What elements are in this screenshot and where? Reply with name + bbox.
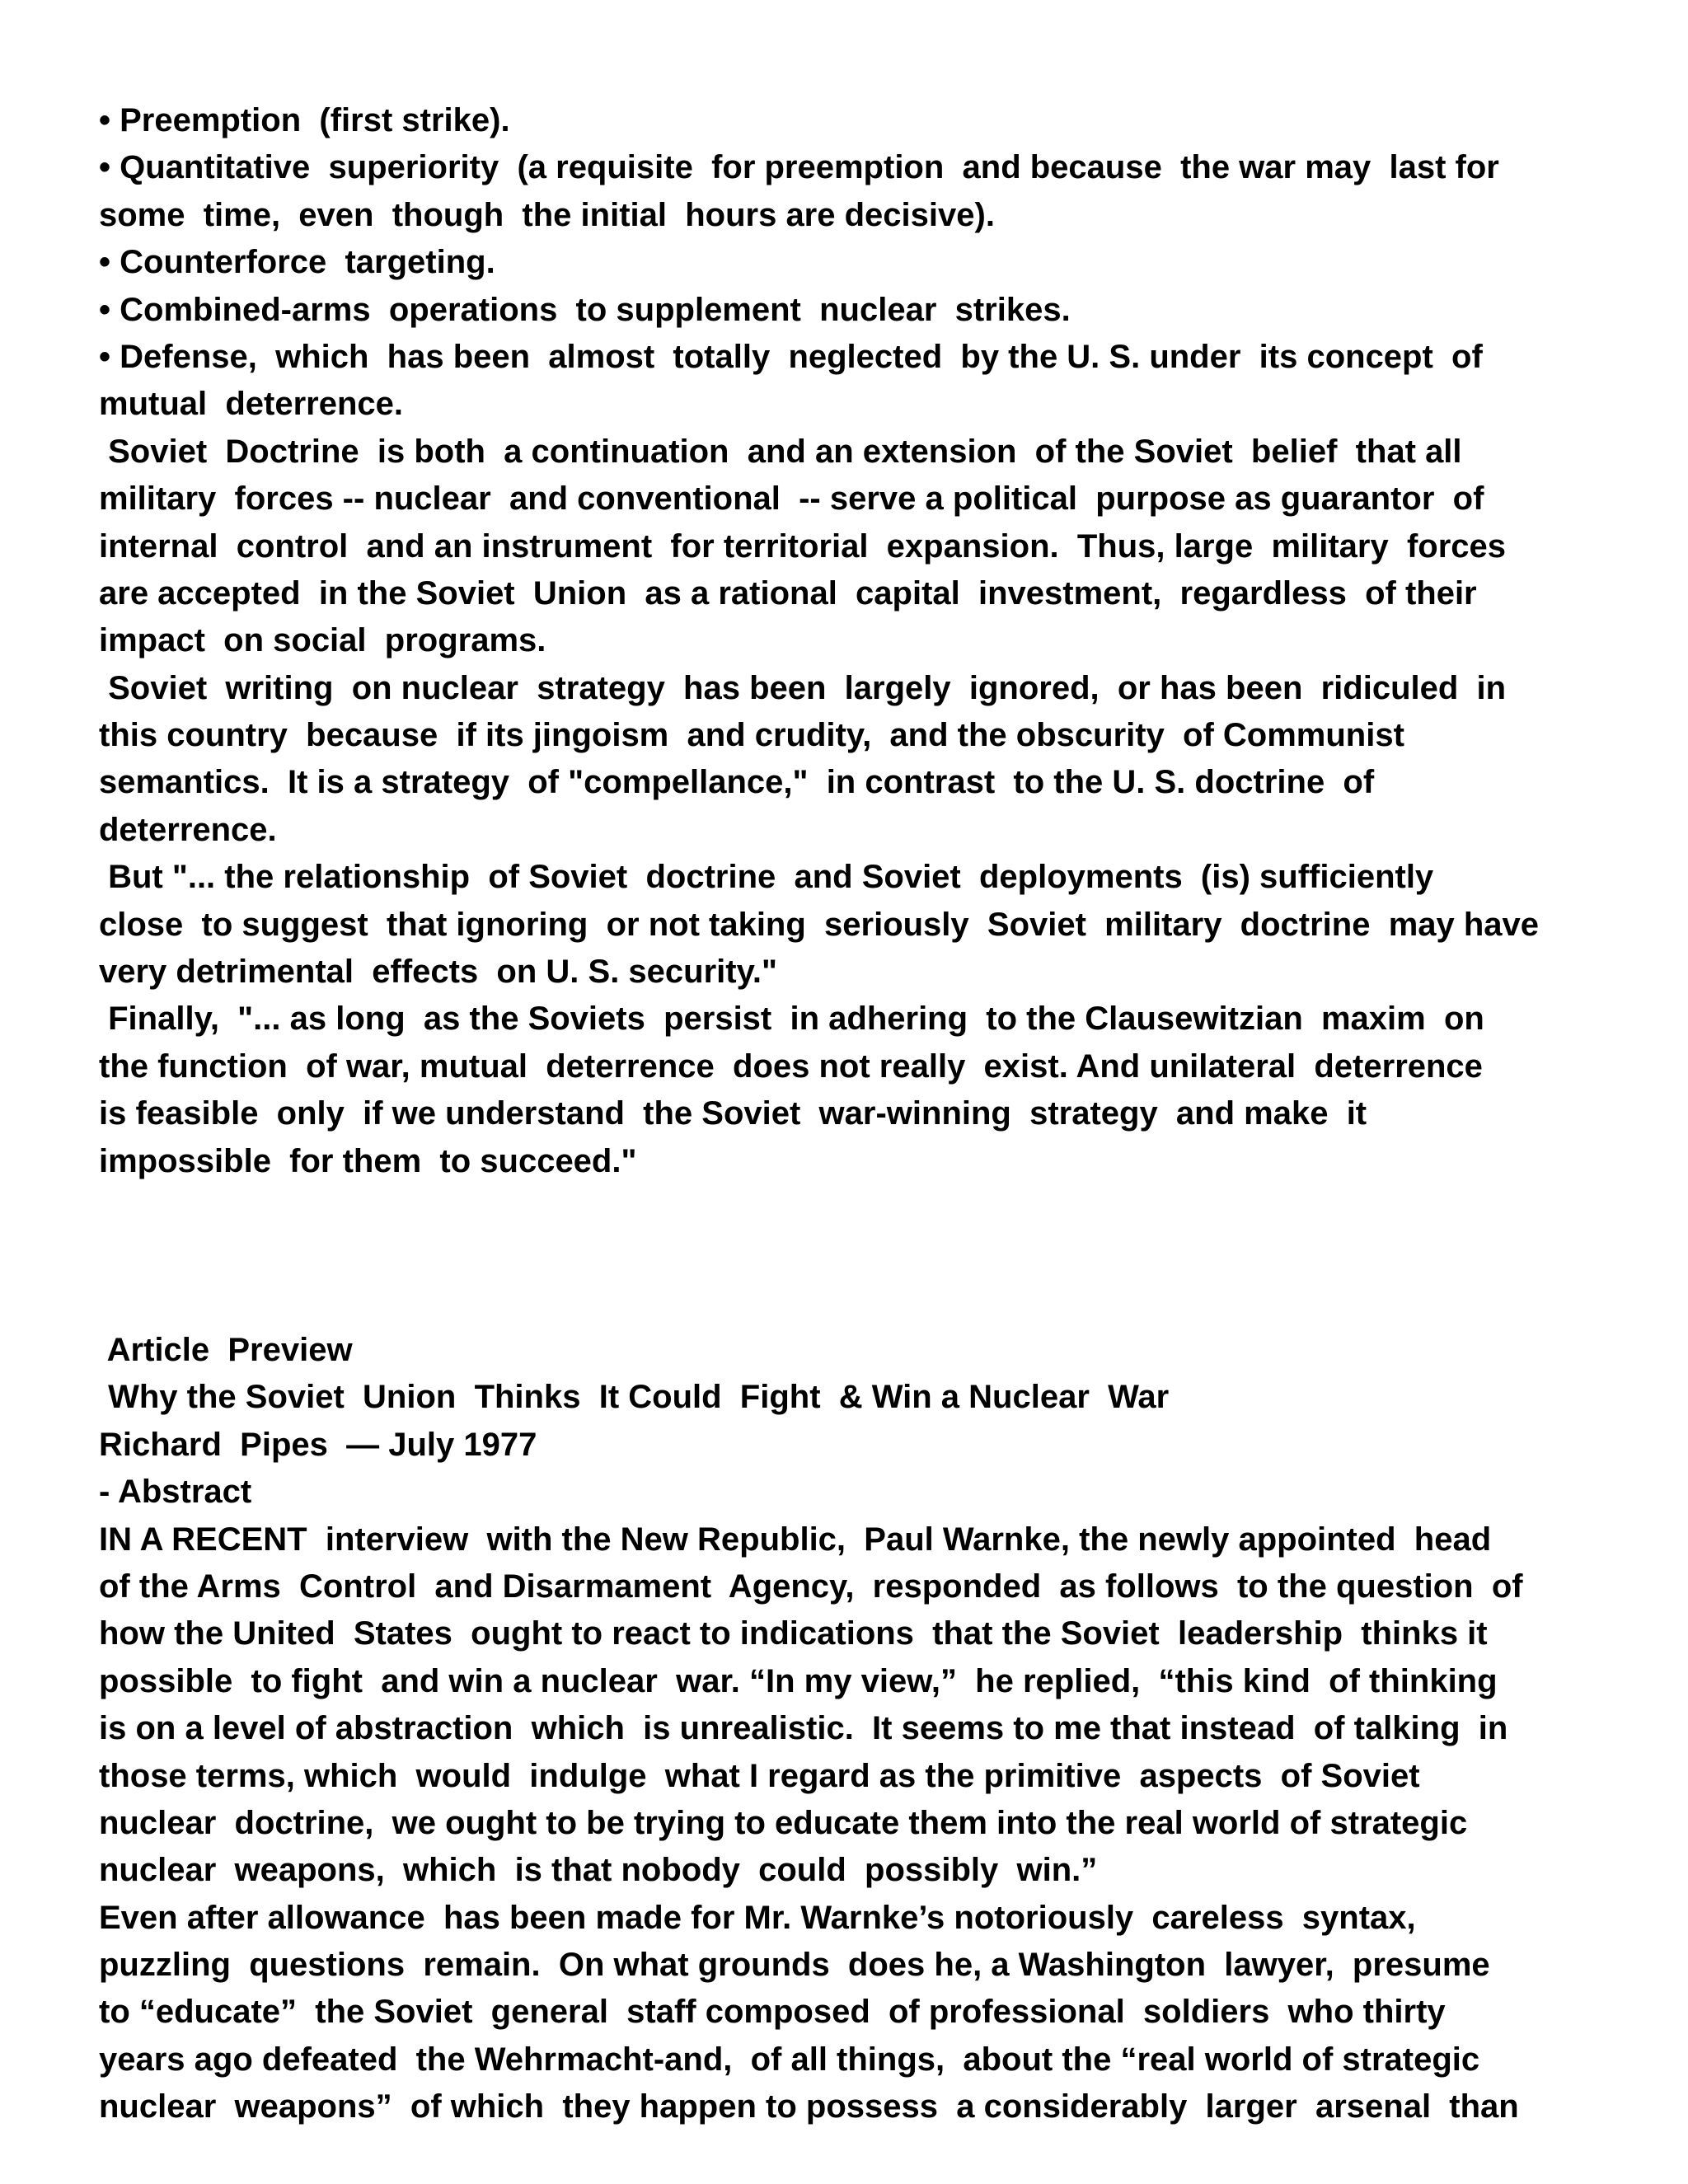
text-line: those terms, which would indulge what I regard as the primitive aspects of Soviet	[99, 1757, 1420, 1794]
text-line: are accepted in the Soviet Union as a rational capital investment, regardless of their	[99, 574, 1477, 612]
text-line: puzzling questions remain. On what grounds does he, a Washington lawyer, presume	[99, 1947, 1490, 1984]
text-line: internal control and an instrument for territorial expansion. Thus, large military forces	[99, 527, 1507, 565]
text-line: nuclear weapons” of which they happen to possess a considerably larger arsenal than	[99, 2088, 1519, 2125]
text-line: Soviet Doctrine is both a continuation and an extension of the Soviet belief that all	[99, 433, 1462, 470]
text-line: this country because if its jingoism and crudity, and the obscurity of Communist	[99, 717, 1404, 754]
article-byline: Richard Pipes — July 1977	[99, 1426, 537, 1463]
text-line: the function of war, mutual deterrence does not really exist. And unilateral deterrence	[99, 1047, 1483, 1085]
text-line: • Counterforce targeting.	[99, 244, 495, 281]
text-line: nuclear weapons, which is that nobody could possibly win.”	[99, 1852, 1098, 1889]
text-line: • Preemption (first strike).	[99, 102, 510, 138]
text-line: impact on social programs.	[99, 622, 546, 659]
text-line: of the Arms Control and Disarmament Agency, responded as follows to the question of	[99, 1568, 1523, 1605]
text-line: close to suggest that ignoring or not taking seriously Soviet military doctrine may have	[99, 906, 1540, 943]
article-preview-label: Article Preview	[99, 1331, 353, 1368]
abstract-label: - Abstract	[99, 1474, 252, 1511]
text-line: Even after allowance has been made for Mr. Warnke’s notoriously careless syntax,	[99, 1899, 1416, 1936]
text-line: some time, even though the initial hours are decisive).	[99, 196, 995, 233]
text-line: nuclear doctrine, we ought to be trying to educate them into the real world of strategic	[99, 1804, 1468, 1841]
text-line: Soviet writing on nuclear strategy has been largely ignored, or has been ridiculed in	[99, 669, 1507, 706]
text-line: how the United States ought to react to indications that the Soviet leadership thinks it	[99, 1615, 1488, 1652]
text-line: Finally, "... as long as the Soviets persist in adhering to the Clausewitzian maxim on	[99, 1001, 1484, 1038]
text-line: is on a level of abstraction which is unrealistic. It seems to me that instead of talking in	[99, 1710, 1508, 1747]
text-line: deterrence.	[99, 811, 277, 848]
text-line: possible to fight and win a nuclear war. “In my view,” he replied, “this kind of thinking	[99, 1662, 1498, 1699]
article-preview-section	[99, 1327, 1599, 2131]
text-line: • Combined-arms operations to supplement nuclear strikes.	[99, 291, 1071, 328]
text-line: mutual deterrence.	[99, 386, 404, 423]
text-line: impossible for them to succeed."	[99, 1142, 637, 1179]
article-title: Why the Soviet Union Thinks It Could Fight & Win a Nuclear War	[99, 1379, 1170, 1416]
section-spacer	[99, 1185, 1599, 1327]
text-line: • Defense, which has been almost totally neglected by the U. S. under its concept of	[99, 338, 1483, 375]
text-line: is feasible only if we understand the Soviet war-winning strategy and make it	[99, 1095, 1367, 1132]
text-line: very detrimental effects on U. S. security."	[99, 954, 777, 991]
text-line: to “educate” the Soviet general staff composed of professional soldiers who thirty	[99, 1994, 1446, 2031]
text-line: But "... the relationship of Soviet doctrine and Soviet deployments (is) sufficiently	[99, 859, 1434, 896]
text-line: semantics. It is a strategy of "compellance," in contrast to the U. S. doctrine of	[99, 764, 1375, 801]
text-line: military forces -- nuclear and conventional -- serve a political purpose as guarantor of	[99, 480, 1484, 518]
top-section	[99, 97, 1599, 1185]
text-line: • Quantitative superiority (a requisite for preemption and because the war may last for	[99, 149, 1499, 186]
text-line: years ago defeated the Wehrmacht-and, of all things, about the “real world of strategic	[99, 2041, 1480, 2078]
text-line: IN A RECENT interview with the New Republic, Paul Warnke, the newly appointed head	[99, 1521, 1492, 1558]
document-page	[99, 97, 1599, 2131]
